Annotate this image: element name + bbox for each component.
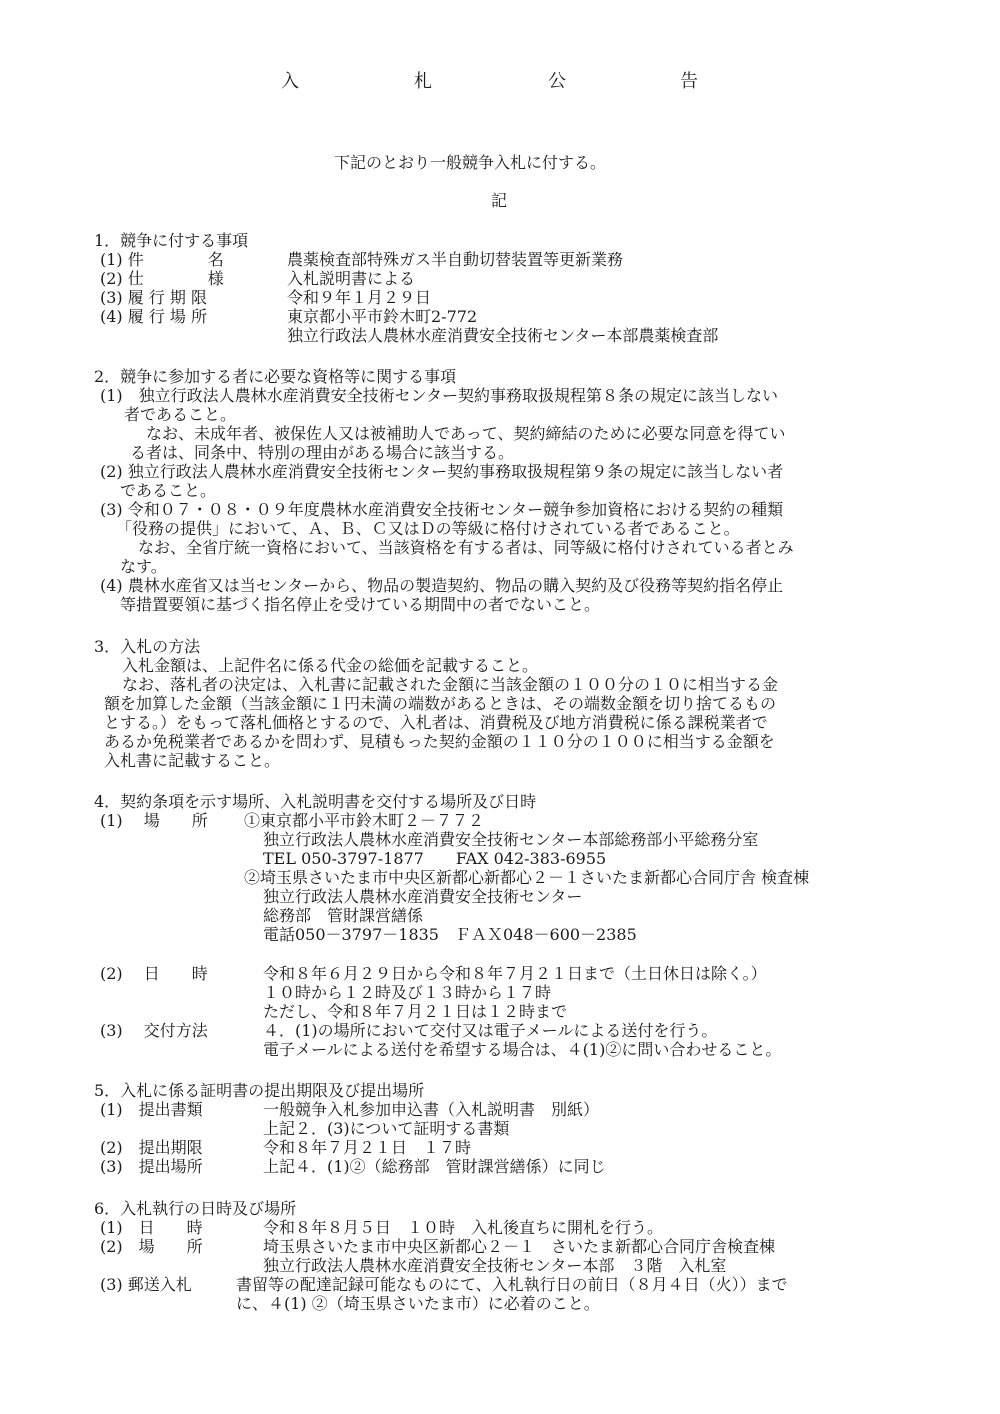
s4-place-label: (1) 場 所 bbox=[100, 811, 208, 830]
s4-datetime-line-3: ただし、令和８年７月２１日は１２時まで bbox=[263, 1002, 568, 1021]
s2-line-12: 等措置要領に基づく指名停止を受けている期間中の者でないこと。 bbox=[120, 595, 601, 614]
s2-line-3: なお、未成年者、被保佐人又は被補助人であって、契約締結のために必要な同意を得てい bbox=[146, 424, 786, 443]
s6-row-1-value: 令和８年８月５日 １０時 入札後直ちに開札を行う。 bbox=[263, 1218, 664, 1237]
s2-line-5: (2) 独立行政法人農林水産消費安全技術センター契約事務取扱規程第９条の規定に該当しない者 bbox=[100, 462, 784, 481]
s5-row-1-value-1: 一般競争入札参加申込書（入札説明書 別紙） bbox=[263, 1100, 600, 1119]
s2-line-10: なす。 bbox=[120, 557, 167, 576]
s3-line-1: 入札金額は、上記件名に係る代金の総価を記載すること。 bbox=[122, 656, 539, 675]
s4-place-line-1: ①東京都小平市鈴木町２－７７２ bbox=[244, 811, 485, 830]
s3-line-4: とする。）をもって落札価格とするので、入札者は、消費税及び地方消費税に係る課税業者で bbox=[104, 713, 768, 732]
s4-place-line-7: 電話050－3797－1835 ＦＡＸ048－600－2385 bbox=[263, 925, 637, 944]
s4-method-line-2: 電子メールによる送付を希望する場合は、４(1)②に問い合わせること。 bbox=[263, 1040, 782, 1059]
title-char-1: 入 bbox=[281, 71, 299, 92]
ki-marker: 記 bbox=[491, 191, 508, 210]
s1-item-1-label: (1) 件 名 bbox=[100, 250, 224, 269]
s2-line-6: であること。 bbox=[120, 481, 217, 500]
s3-line-3: 額を加算した金額（当該金額に１円未満の端数があるときは、その端数金額を切り捨てるもの bbox=[104, 694, 777, 713]
s4-datetime-line-1: 令和８年６月２９日から令和８年７月２１日まで（土日休日は除く。） bbox=[263, 964, 767, 983]
s5-row-2-label: (2) 提出期限 bbox=[100, 1138, 203, 1157]
s3-line-2: なお、落札者の決定は、入札書に記載された金額に当該金額の１００分の１０に相当する金 bbox=[122, 675, 779, 694]
title-char-3: 公 bbox=[548, 71, 566, 92]
s6-row-3-value-2: に、４(1) ②（埼玉県さいたま市）に必着のこと。 bbox=[236, 1294, 600, 1313]
intro-text: 下記のとおり一般競争入札に付する。 bbox=[334, 153, 607, 172]
s2-line-8: 「役務の提供」において、Ａ、Ｂ、Ｃ又はＤの等級に格付けされている者であること。 bbox=[116, 519, 740, 538]
s1-item-2-value: 入札説明書による bbox=[287, 269, 416, 288]
s1-item-4-value-1: 東京都小平市鈴木町2-772 bbox=[287, 307, 478, 326]
section-6-heading: 6．入札執行の日時及び場所 bbox=[94, 1199, 297, 1218]
s3-line-5: あるか免税業者であるかを問わず、見積もった契約金額の１１０分の１００に相当する金額を bbox=[104, 732, 775, 751]
s5-row-1-label: (1) 提出書類 bbox=[100, 1100, 203, 1119]
s6-row-1-label: (1) 日 時 bbox=[100, 1218, 203, 1237]
s4-method-line-1: ４．(1)の場所において交付又は電子メールによる送付を行う。 bbox=[263, 1021, 718, 1040]
s6-row-2-value-1: 埼玉県さいたま市中央区新都心２－１ さいたま新都心合同庁舎検査棟 bbox=[263, 1237, 776, 1256]
s4-datetime-line-2: １０時から１２時及び１３時から１７時 bbox=[263, 983, 552, 1002]
s4-place-line-6: 総務部 管財課営繕係 bbox=[263, 906, 424, 925]
s4-datetime-label: (2) 日 時 bbox=[100, 964, 208, 983]
s5-row-2-value: 令和８年７月２１日 １７時 bbox=[263, 1138, 472, 1157]
s5-row-3-label: (3) 提出場所 bbox=[100, 1157, 203, 1176]
s2-line-1: (1) 独立行政法人農林水産消費安全技術センター契約事務取扱規程第８条の規定に該当しない bbox=[100, 386, 779, 405]
s1-item-1-value: 農薬検査部特殊ガス半自動切替装置等更新業務 bbox=[287, 250, 624, 269]
section-4-heading: 4．契約条項を示す場所、入札説明書を交付する場所及び日時 bbox=[94, 792, 537, 811]
s4-place-line-5: 独立行政法人農林水産消費安全技術センター bbox=[263, 887, 583, 906]
s4-method-label: (3) 交付方法 bbox=[100, 1021, 208, 1040]
s4-place-line-4: ②埼玉県さいたま市中央区新都心新都心２－１さいたま新都心合同庁舎 検査棟 bbox=[244, 868, 810, 887]
s6-row-3-label: (3) 郵送入札 bbox=[100, 1275, 192, 1294]
title-char-2: 札 bbox=[414, 71, 432, 92]
s2-line-11: (4) 農林水産省又は当センターから、物品の製造契約、物品の購入契約及び役務等契約指名停止 bbox=[100, 576, 784, 595]
section-1-heading: 1．競争に付する事項 bbox=[94, 231, 249, 250]
s1-item-4-label: (4) 履 行 場 所 bbox=[100, 307, 208, 326]
section-2-heading: 2．競争に参加する者に必要な資格等に関する事項 bbox=[94, 367, 457, 386]
s2-line-4: る者は、同条中、特別の理由がある場合に該当する。 bbox=[130, 443, 515, 462]
s4-place-line-3: TEL 050-3797-1877 FAX 042-383-6955 bbox=[263, 849, 607, 868]
s5-row-3-value: 上記４．(1)②（総務部 管財課営繕係）に同じ bbox=[263, 1157, 606, 1176]
s3-line-6: 入札書に記載すること。 bbox=[104, 751, 281, 770]
s1-item-2-label: (2) 仕 様 bbox=[100, 269, 224, 288]
s4-place-line-2: 独立行政法人農林水産消費安全技術センター本部総務部小平総務分室 bbox=[263, 830, 759, 849]
s1-item-3-value: 令和９年１月２９日 bbox=[287, 288, 432, 307]
section-3-heading: 3．入札の方法 bbox=[94, 637, 201, 656]
s2-line-9: なお、全省庁統一資格において、当該資格を有する者は、同等級に格付けされている者とみ bbox=[138, 538, 794, 557]
s2-line-7: (3) 令和０７・０８・０９年度農林水産消費安全技術センター競争参加資格における契約の種類 bbox=[100, 500, 784, 519]
s6-row-2-value-2: 独立行政法人農林水産消費安全技術センター本部 ３階 入札室 bbox=[263, 1256, 727, 1275]
title-char-4: 告 bbox=[680, 71, 698, 92]
s5-row-1-value-2: 上記２．(3)について証明する書類 bbox=[263, 1119, 510, 1138]
section-5-heading: 5．入札に係る証明書の提出期限及び提出場所 bbox=[94, 1081, 425, 1100]
s6-row-3-value-1: 書留等の配達記録可能なものにて、入札執行日の前日（８月４日（火））まで bbox=[236, 1275, 788, 1294]
s6-row-2-label: (2) 場 所 bbox=[100, 1237, 203, 1256]
s1-item-3-label: (3) 履 行 期 限 bbox=[100, 288, 208, 307]
s2-line-2: 者であること。 bbox=[124, 405, 237, 424]
s1-item-4-value-2: 独立行政法人農林水産消費安全技術センター本部農薬検査部 bbox=[287, 326, 719, 345]
